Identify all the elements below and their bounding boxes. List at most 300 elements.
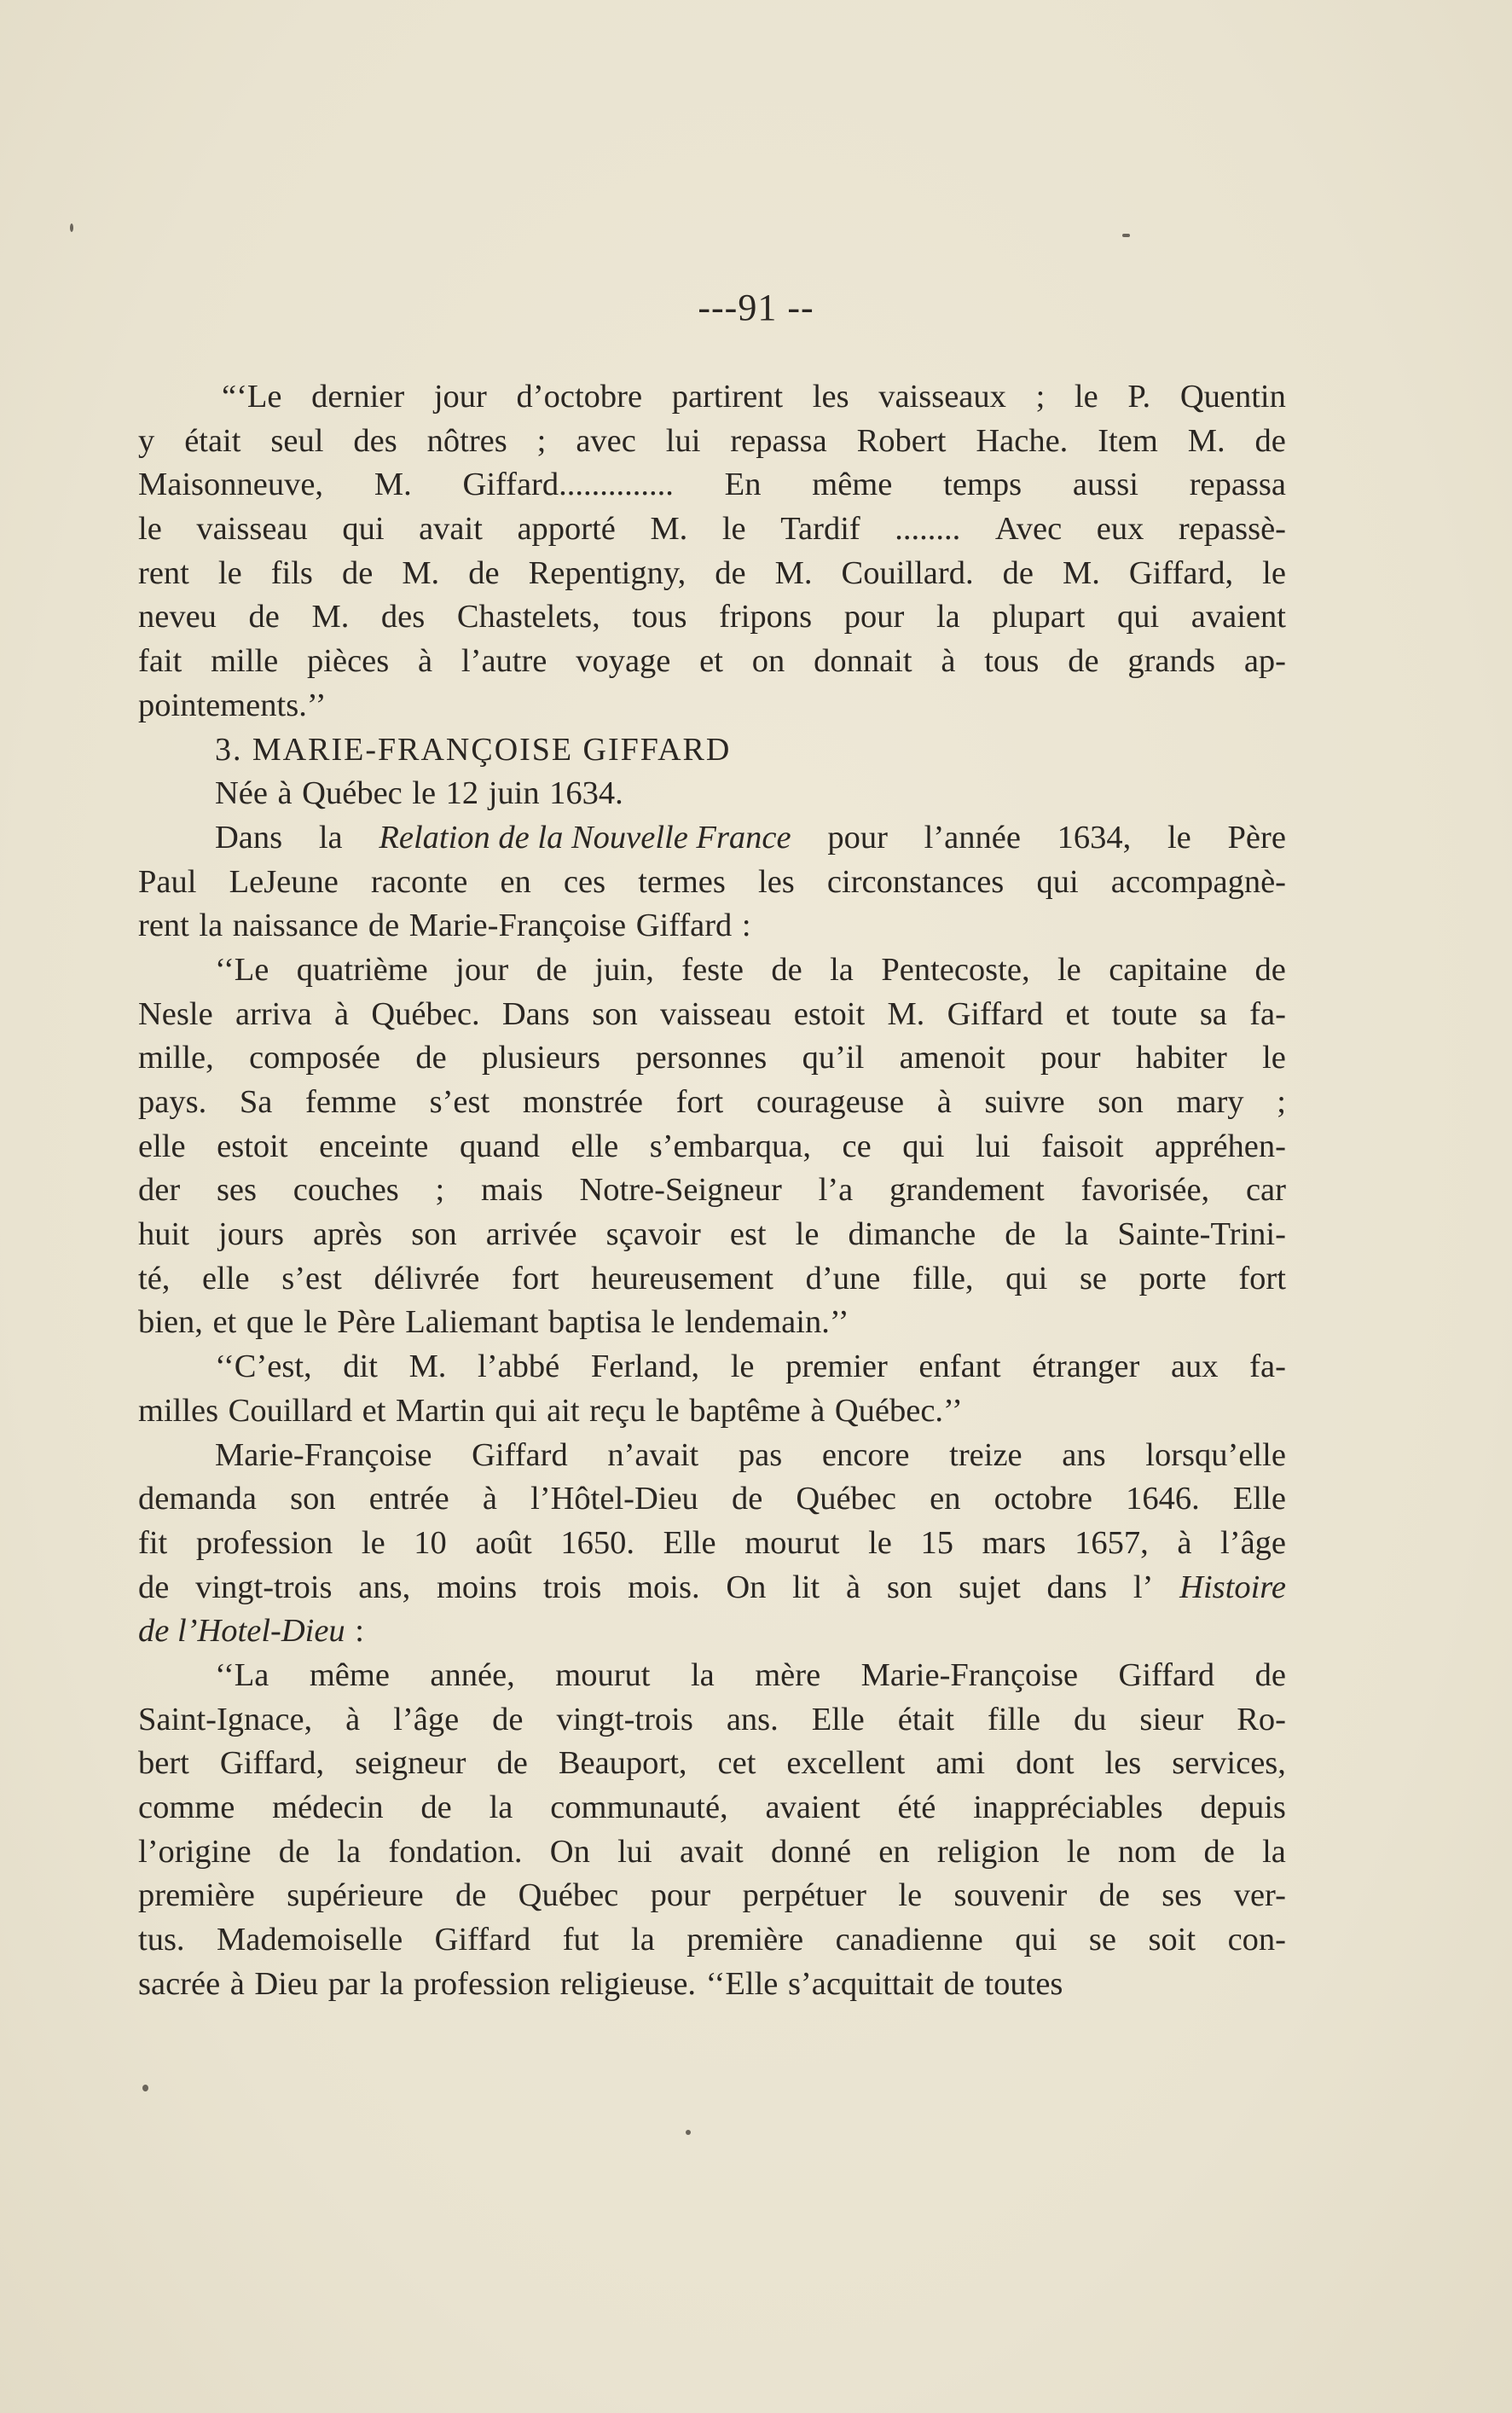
word: jours xyxy=(217,1216,284,1253)
text-line xyxy=(138,1257,1286,1302)
word: aussi xyxy=(1072,467,1138,503)
word: profession xyxy=(413,1965,551,2002)
word: à xyxy=(277,775,293,812)
word: habiter xyxy=(1135,1040,1227,1076)
word: ait xyxy=(547,1392,580,1429)
word: à xyxy=(418,643,433,680)
text-line xyxy=(138,1963,1286,2007)
word: se xyxy=(1079,1260,1108,1296)
word: la xyxy=(337,1833,362,1870)
word: ami xyxy=(936,1745,986,1782)
word: M. xyxy=(1062,554,1100,591)
word: mère xyxy=(755,1656,821,1693)
word: le xyxy=(1074,379,1098,415)
word: neveu xyxy=(138,599,217,635)
word: Dans xyxy=(215,819,283,856)
word: Ferland, xyxy=(590,1349,700,1385)
word: Robert xyxy=(856,422,947,459)
word: avec xyxy=(576,422,636,459)
word: la xyxy=(489,1789,513,1825)
word: fort xyxy=(675,1084,724,1120)
word: 10 xyxy=(414,1524,447,1561)
word: vaisseaux xyxy=(878,379,1006,415)
word: toute xyxy=(1111,995,1178,1032)
word: après xyxy=(312,1216,383,1253)
word: de xyxy=(248,599,280,635)
word: dit xyxy=(343,1349,378,1385)
word: de xyxy=(536,951,567,988)
text-line xyxy=(138,1654,1286,1698)
word: termes xyxy=(638,863,726,900)
word: circonstances xyxy=(826,863,1005,900)
word: elle xyxy=(138,1128,186,1164)
word: délivrée xyxy=(374,1260,480,1296)
word: premier xyxy=(785,1349,888,1385)
paragraph-birth xyxy=(138,772,1286,816)
word: Dieu xyxy=(254,1965,319,2002)
text-line xyxy=(138,1434,1286,1478)
word: ces xyxy=(563,863,606,900)
word: : xyxy=(355,1613,364,1650)
word: Ro- xyxy=(1237,1701,1286,1737)
word: Québec xyxy=(796,1481,896,1517)
word: Laliemant xyxy=(405,1304,539,1341)
word: le xyxy=(1066,1833,1091,1870)
word: première xyxy=(686,1922,804,1958)
word: 1646. xyxy=(1126,1481,1200,1517)
word: depuis xyxy=(1200,1789,1286,1825)
paper-speck xyxy=(142,2085,148,2091)
word: l’a xyxy=(818,1172,854,1209)
word: de xyxy=(1098,1877,1130,1914)
word: 1634, xyxy=(1057,819,1132,856)
word: faisoit xyxy=(1041,1128,1124,1164)
word: Item xyxy=(1098,422,1158,459)
word: dans xyxy=(1046,1569,1108,1605)
word: voyage xyxy=(576,643,671,680)
word: le xyxy=(361,1524,385,1561)
word: son xyxy=(411,1216,457,1253)
word: fripons xyxy=(719,599,813,635)
word: de xyxy=(771,951,802,988)
paper-speck xyxy=(686,2130,691,2135)
word: temps xyxy=(943,467,1022,503)
word: plupart xyxy=(992,599,1086,635)
word: ans xyxy=(1062,1436,1106,1473)
word: ans. xyxy=(726,1701,779,1737)
word: cet xyxy=(717,1745,756,1782)
word: octobre xyxy=(994,1481,1093,1517)
word: de xyxy=(1254,951,1286,988)
word: estoit xyxy=(217,1128,288,1164)
word: ‘‘Le xyxy=(215,951,269,988)
word: à xyxy=(1177,1524,1192,1561)
text-line xyxy=(138,1830,1286,1875)
paper-speck xyxy=(1122,234,1130,237)
word: de xyxy=(420,1789,452,1825)
word: : xyxy=(741,908,751,944)
word: de xyxy=(278,1833,310,1870)
word: s’est xyxy=(429,1084,490,1120)
word: en xyxy=(500,863,531,900)
word: rent xyxy=(138,908,189,944)
word: Giffard, xyxy=(1128,554,1234,591)
word: moins xyxy=(436,1569,518,1605)
word: des xyxy=(380,599,426,635)
word: juin, xyxy=(594,951,654,988)
word: l’année xyxy=(924,819,1021,856)
word: toutes xyxy=(984,1965,1063,2002)
word: tous xyxy=(984,643,1040,680)
word: tous xyxy=(632,599,687,635)
word: composée xyxy=(249,1040,381,1076)
word: arriva xyxy=(235,995,312,1032)
text-line xyxy=(138,1522,1286,1566)
word: jour xyxy=(433,379,487,415)
word: était xyxy=(184,422,241,459)
word: pas xyxy=(738,1436,783,1473)
word: le xyxy=(1167,819,1191,856)
word: comme xyxy=(138,1789,235,1825)
text-line xyxy=(138,640,1286,684)
word: quatrième xyxy=(296,951,428,988)
word: qui xyxy=(342,511,385,548)
word: seigneur xyxy=(355,1745,466,1782)
word: que xyxy=(246,1304,294,1341)
word: canadienne xyxy=(835,1922,983,1958)
paragraph-quote-2 xyxy=(138,948,1286,1345)
word: sieur xyxy=(1139,1701,1204,1737)
word: Giffard.............. xyxy=(462,467,674,503)
word: le xyxy=(138,511,162,548)
text-line xyxy=(138,508,1286,552)
word: le xyxy=(898,1877,923,1914)
word: 15 xyxy=(920,1524,953,1561)
paragraph-heading xyxy=(138,728,1286,773)
word: le xyxy=(303,1304,327,1341)
word: M. xyxy=(402,554,440,591)
word: l’autre xyxy=(461,643,547,680)
word: favorisée, xyxy=(1080,1172,1210,1209)
word: Saint-Ignace, xyxy=(138,1701,313,1737)
word: avait xyxy=(419,511,483,548)
word: arrivée xyxy=(485,1216,577,1253)
text-line xyxy=(138,1742,1286,1786)
word: qui xyxy=(1015,1922,1057,1958)
word: s’acquittait xyxy=(787,1965,934,2002)
word: à xyxy=(345,1701,361,1737)
word: ; xyxy=(536,422,547,459)
word: Elle xyxy=(811,1701,865,1737)
word: la xyxy=(631,1922,655,1958)
text-line xyxy=(138,1610,1286,1654)
word: Née xyxy=(215,775,268,812)
word: tus. xyxy=(138,1922,185,1958)
word: pays. xyxy=(138,1084,207,1120)
paragraph-quote-1 xyxy=(138,375,1286,728)
word: de xyxy=(496,1745,528,1782)
word: appréhen- xyxy=(1155,1128,1286,1164)
word: l’âge xyxy=(1220,1524,1286,1561)
word: seul xyxy=(270,422,324,459)
word: à xyxy=(229,1965,245,2002)
word: Giffard xyxy=(434,1922,531,1958)
paragraph-quote-3 xyxy=(138,1345,1286,1433)
word: ap- xyxy=(1243,643,1286,680)
word: le xyxy=(1262,554,1286,591)
word: enfant xyxy=(918,1349,1001,1385)
word: le xyxy=(651,1304,675,1341)
italic-title: Histoire xyxy=(1179,1569,1286,1605)
word: Pentecoste, xyxy=(881,951,1030,988)
word: vaisseau xyxy=(196,511,308,548)
word: lorsqu’elle xyxy=(1145,1436,1286,1473)
text-line xyxy=(138,1918,1286,1963)
text-line xyxy=(138,1301,1286,1345)
text-line xyxy=(138,1874,1286,1918)
word: religion xyxy=(936,1833,1040,1870)
word: Mademoiselle xyxy=(217,1922,403,1958)
word: pointements.’’ xyxy=(138,687,327,723)
word: mourut xyxy=(555,1656,651,1693)
word: sçavoir xyxy=(605,1216,701,1253)
word: le xyxy=(1057,951,1081,988)
text-line xyxy=(138,1786,1286,1830)
paper-speck xyxy=(70,223,73,232)
word: ; xyxy=(435,1172,445,1209)
word: M. xyxy=(408,1349,447,1385)
word: heureusement xyxy=(591,1260,774,1296)
word: en xyxy=(930,1481,961,1517)
word: eux xyxy=(1096,511,1144,548)
word: On xyxy=(549,1833,590,1870)
word: Marie-Françoise xyxy=(408,908,627,944)
word: fille xyxy=(987,1701,1040,1737)
word: con- xyxy=(1227,1922,1286,1958)
word: la xyxy=(1262,1833,1286,1870)
word: avaient xyxy=(765,1789,860,1825)
word: Quentin xyxy=(1179,379,1286,415)
word: Paul xyxy=(138,863,197,900)
word: avaient xyxy=(1190,599,1286,635)
word: souvenir xyxy=(953,1877,1068,1914)
word: et xyxy=(1065,995,1090,1032)
word: Sa xyxy=(239,1084,273,1120)
word: de xyxy=(731,1481,763,1517)
word: nom xyxy=(1117,1833,1177,1870)
word: Hache. xyxy=(976,422,1069,459)
word: ‘‘Elle xyxy=(705,1965,779,2002)
word: amenoit xyxy=(899,1040,1005,1076)
word: et xyxy=(212,1304,237,1341)
word: milles xyxy=(138,1392,219,1429)
word: à xyxy=(334,995,350,1032)
word: de xyxy=(455,1877,487,1914)
word: femme xyxy=(305,1084,397,1120)
word: mary xyxy=(1176,1084,1244,1120)
word: fit xyxy=(138,1524,168,1561)
word: se xyxy=(1088,1922,1116,1958)
page-number: ---91 -- xyxy=(698,287,814,328)
word: dont xyxy=(1016,1745,1075,1782)
word: le xyxy=(730,1349,755,1385)
word: supérieure xyxy=(287,1877,424,1914)
word: Giffard xyxy=(472,1436,568,1473)
word: n’avait xyxy=(607,1436,699,1473)
word: ‘‘C’est, xyxy=(215,1349,312,1385)
word: 1650. xyxy=(560,1524,634,1561)
word: ; xyxy=(1035,379,1046,415)
text-line xyxy=(138,772,1286,816)
word: de xyxy=(468,554,500,591)
word: de xyxy=(1254,422,1286,459)
word: l’ xyxy=(1133,1569,1154,1605)
word: lui xyxy=(665,422,701,459)
word: jour xyxy=(455,951,509,988)
word: mille xyxy=(211,643,279,680)
word: qu’il xyxy=(802,1040,865,1076)
word: médecin xyxy=(272,1789,384,1825)
word: raconte xyxy=(371,863,468,900)
word: LeJeune xyxy=(229,863,339,900)
word: Québec xyxy=(302,775,403,812)
word: les xyxy=(1104,1745,1142,1782)
word: huit xyxy=(138,1216,189,1253)
word: mois. xyxy=(628,1569,700,1605)
word: grandement xyxy=(889,1172,1045,1209)
word: dimanche xyxy=(848,1216,976,1253)
word: En xyxy=(724,467,762,503)
word: entrée xyxy=(368,1481,449,1517)
text-line xyxy=(138,1125,1286,1169)
text-line xyxy=(138,1169,1286,1213)
word: qui xyxy=(902,1128,945,1164)
word: mourut xyxy=(744,1524,840,1561)
word: pour xyxy=(827,819,888,856)
word: avait xyxy=(679,1833,744,1870)
text-line xyxy=(138,552,1286,596)
word: suivre xyxy=(984,1084,1065,1120)
word: la xyxy=(379,1965,404,2002)
word: Couillard xyxy=(228,1392,353,1429)
word: le xyxy=(1262,1040,1286,1076)
word: du xyxy=(1073,1701,1107,1737)
word: Marie-Françoise xyxy=(860,1656,1079,1693)
word: Giffard xyxy=(1118,1656,1215,1693)
word: Beauport, xyxy=(558,1745,687,1782)
word: de xyxy=(1203,1833,1235,1870)
word: fa- xyxy=(1249,1349,1286,1385)
word: le xyxy=(795,1216,820,1253)
word: mars xyxy=(982,1524,1046,1561)
word: bert xyxy=(138,1745,189,1782)
word: reçu xyxy=(589,1392,646,1429)
word: lit xyxy=(792,1569,820,1605)
word: et xyxy=(362,1392,386,1429)
word: accompagnè- xyxy=(1110,863,1286,900)
text-line xyxy=(138,1345,1286,1389)
word: d’octobre xyxy=(516,379,643,415)
word: année, xyxy=(430,1656,515,1693)
word: Giffard, xyxy=(219,1745,325,1782)
text-line xyxy=(138,420,1286,464)
word: été xyxy=(897,1789,936,1825)
word: rent xyxy=(138,554,189,591)
word: M. xyxy=(311,599,350,635)
word: à xyxy=(482,1481,497,1517)
word: 12 xyxy=(445,775,479,812)
text-line xyxy=(138,1477,1286,1522)
italic-title: de l’Hotel-Dieu xyxy=(138,1613,345,1650)
word: M. xyxy=(374,467,412,503)
word: Tardif xyxy=(780,511,860,548)
word: est xyxy=(729,1216,767,1253)
word: par xyxy=(327,1965,370,2002)
word: qui xyxy=(1116,599,1160,635)
word: bien, xyxy=(138,1304,203,1341)
paragraph-quote-4 xyxy=(138,1654,1286,2007)
word: fondation. xyxy=(388,1833,523,1870)
word: religieuse. xyxy=(559,1965,697,2002)
word: repassa xyxy=(1189,467,1286,503)
word: baptême xyxy=(689,1392,801,1429)
word: quand xyxy=(459,1128,541,1164)
word: elle xyxy=(571,1128,619,1164)
word: l’âge xyxy=(393,1701,460,1737)
word: vaisseau xyxy=(660,995,772,1032)
word: d’une xyxy=(805,1260,881,1296)
word: Giffard xyxy=(635,908,733,944)
word: de xyxy=(943,1965,975,2002)
word: l’origine xyxy=(138,1833,252,1870)
word: de xyxy=(1002,554,1034,591)
word: qui xyxy=(1005,1260,1048,1296)
word: ver- xyxy=(1233,1877,1286,1914)
word: ‘‘La xyxy=(215,1656,269,1693)
text-line xyxy=(138,684,1286,728)
word: treize xyxy=(949,1436,1022,1473)
word: l’Hôtel-Dieu xyxy=(530,1481,698,1517)
word: Québec xyxy=(518,1877,619,1914)
text-line xyxy=(138,1213,1286,1257)
word: encore xyxy=(821,1436,910,1473)
word: le xyxy=(655,1392,680,1429)
word: mais xyxy=(481,1172,543,1209)
word: mille, xyxy=(138,1040,214,1076)
text-line xyxy=(138,1698,1286,1743)
word: à xyxy=(941,643,956,680)
word: soit xyxy=(1148,1922,1196,1958)
word: personnes xyxy=(635,1040,768,1076)
word: services, xyxy=(1172,1745,1286,1782)
text-line xyxy=(138,1036,1286,1081)
word: porte xyxy=(1138,1260,1207,1296)
word: lui xyxy=(617,1833,652,1870)
word: la xyxy=(936,599,960,635)
word: fa- xyxy=(1249,995,1286,1032)
word: pour xyxy=(650,1877,711,1914)
word: aux xyxy=(1170,1349,1219,1385)
word: qui xyxy=(1036,863,1079,900)
word: et xyxy=(699,643,723,680)
word: fille, xyxy=(912,1260,974,1296)
word: ........ xyxy=(895,511,961,548)
word: der xyxy=(138,1172,181,1209)
text-line xyxy=(138,1566,1286,1610)
word: Nesle xyxy=(138,995,213,1032)
word: Père xyxy=(1227,819,1286,856)
word: nôtres xyxy=(426,422,507,459)
